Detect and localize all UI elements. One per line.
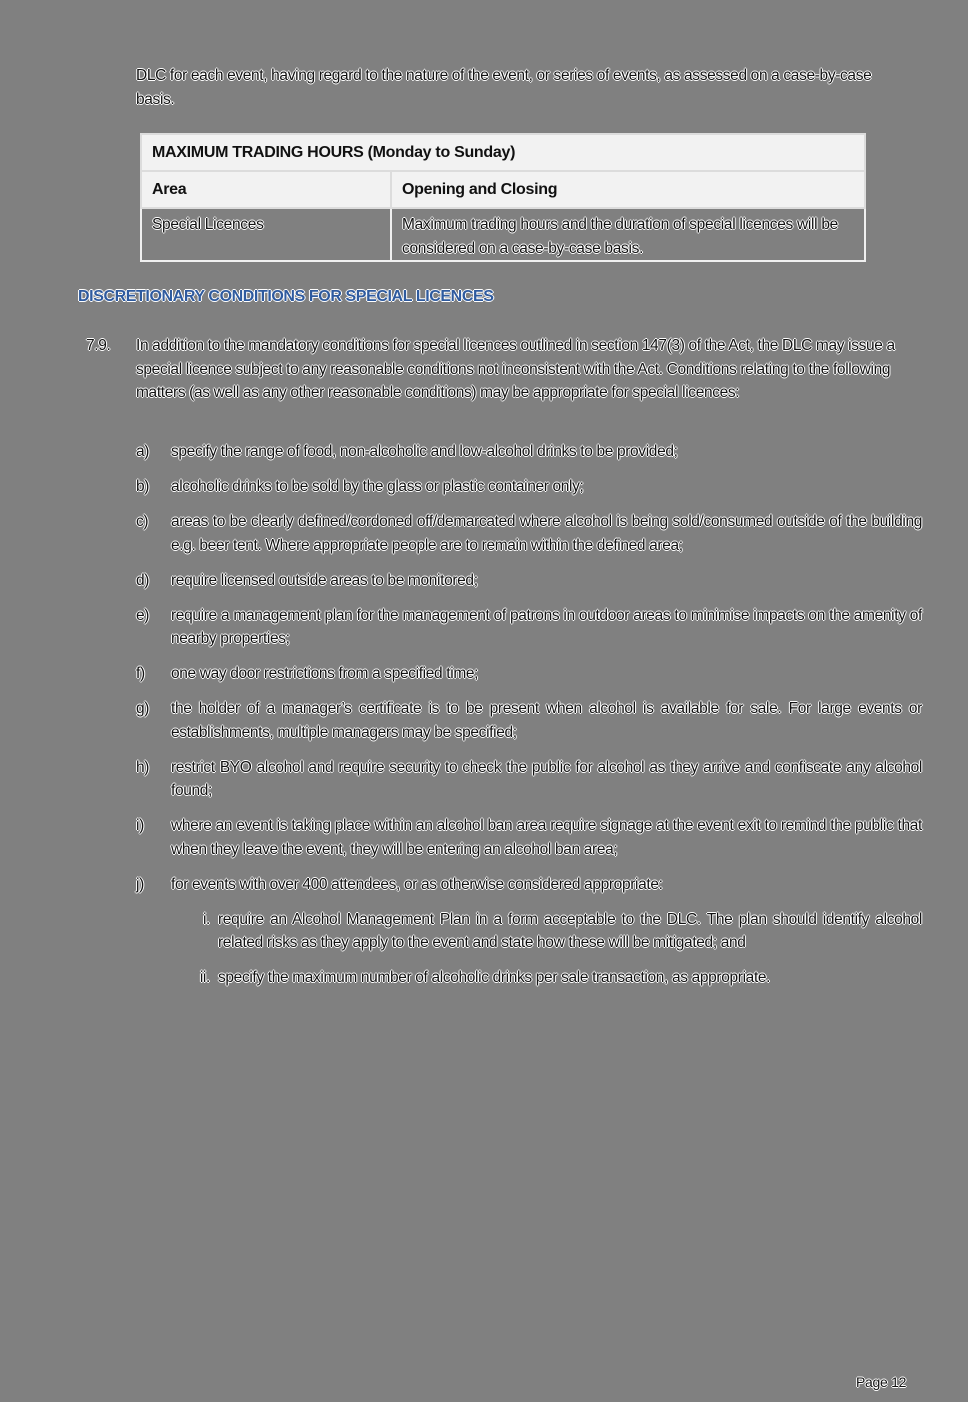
list-item [136,662,922,686]
list-item-label: d) [136,571,150,589]
list-item [136,873,922,897]
list-item-text: areas to be clearly defined/cordoned off/demarcated where alcohol is being sold/consumed outside of the building e.g. beer tent. Where appropriate people are to remain within the defined area; [171,513,922,554]
table-row [141,208,865,261]
list-item [136,756,922,803]
clause-7-9 [86,334,896,405]
list-item-text: one way door restrictions from a specified time; [171,665,479,682]
list-item-text: restrict BYO alcohol and require security to check the public for alcohol as they arrive and confiscate any alcohol found; [171,758,922,799]
list-item-label: f) [136,665,145,682]
list-item [136,569,922,593]
list-item-text: where an event is taking place within an alcohol ban area require signage at the event exit to remind the public that when they leave the event, they will be entering an alcohol ban area; [171,817,922,858]
table-title-row [141,134,865,171]
page-number: Page 12 [856,1374,907,1390]
sub-list-item-label: i. [202,910,210,928]
sub-list-item-text: specify the maximum number of alcoholic drinks per sale transaction, as appropriate. [218,969,771,986]
list-item-label: h) [136,758,150,776]
list-item-text: specify the range of food, non-alcoholic and low-alcohol drinks to be provided; [171,443,678,460]
list-item [136,475,922,499]
list-item-label: b) [136,478,150,495]
list-item-text: for events with over 400 attendees, or as otherwise considered appropriate: [171,875,663,893]
list-item [136,814,922,861]
clause-number: 7.9. [86,337,111,354]
intro-paragraph: DLC for each event, having regard to the nature of the event, or series of events, as assessed on a case-by-case basis. [136,67,872,108]
conditions-list [136,440,922,1001]
sub-list-item-text: require an Alcohol Management Plan in a form acceptable to the DLC. The plan should identify alcohol related risks as they apply to the event and state how these will be mitigated; and [218,910,922,951]
list-item [136,604,922,651]
list-item-label: a) [136,443,150,460]
clause-text: In addition to the mandatory conditions for special licences outlined in section 147(3) of the Act, the DLC may issue a special licence subject to any reasonable conditions not inconsistent with the Act. Conditions relating to the following matters (as well as any other reasonable conditions) may be appropriate for special licences: [136,337,895,401]
list-item [136,697,922,744]
column-header-area: Area [141,171,391,208]
max-trading-hours-table [140,133,866,262]
list-item-label: g) [136,700,150,717]
list-item-label: j) [136,875,144,893]
list-item [136,440,922,464]
list-item [136,510,922,557]
list-item-text: alcoholic drinks to be sold by the glass or plastic container only; [171,478,584,495]
list-item-label: i) [136,817,144,834]
list-item-text: require a management plan for the management of patrons in outdoor areas to minimise impacts on the amenity of nearby properties; [171,606,922,647]
section-heading: DISCRETIONARY CONDITIONS FOR SPECIAL LICENCES [78,288,494,305]
list-item-text: the holder of a manager’s certificate is to be present when alcohol is available for sale. For large events or establishments, multiple managers may be specified; [171,700,922,741]
sub-list-item [136,966,922,990]
column-header-opening-closing: Opening and Closing [391,171,865,208]
sub-list-item [136,908,922,955]
sub-list-item-label: ii. [199,969,210,986]
list-item-label: e) [136,606,150,624]
table-cell-area: Special Licences [141,208,391,261]
table-header-row [141,171,865,208]
table-cell-hours: Maximum trading hours and the duration of special licences will be considered on a case-by-case basis. [391,208,865,261]
table-title: MAXIMUM TRADING HOURS (Monday to Sunday) [141,134,865,171]
list-item-text: require licensed outside areas to be monitored; [171,571,478,589]
list-item-label: c) [136,513,149,530]
